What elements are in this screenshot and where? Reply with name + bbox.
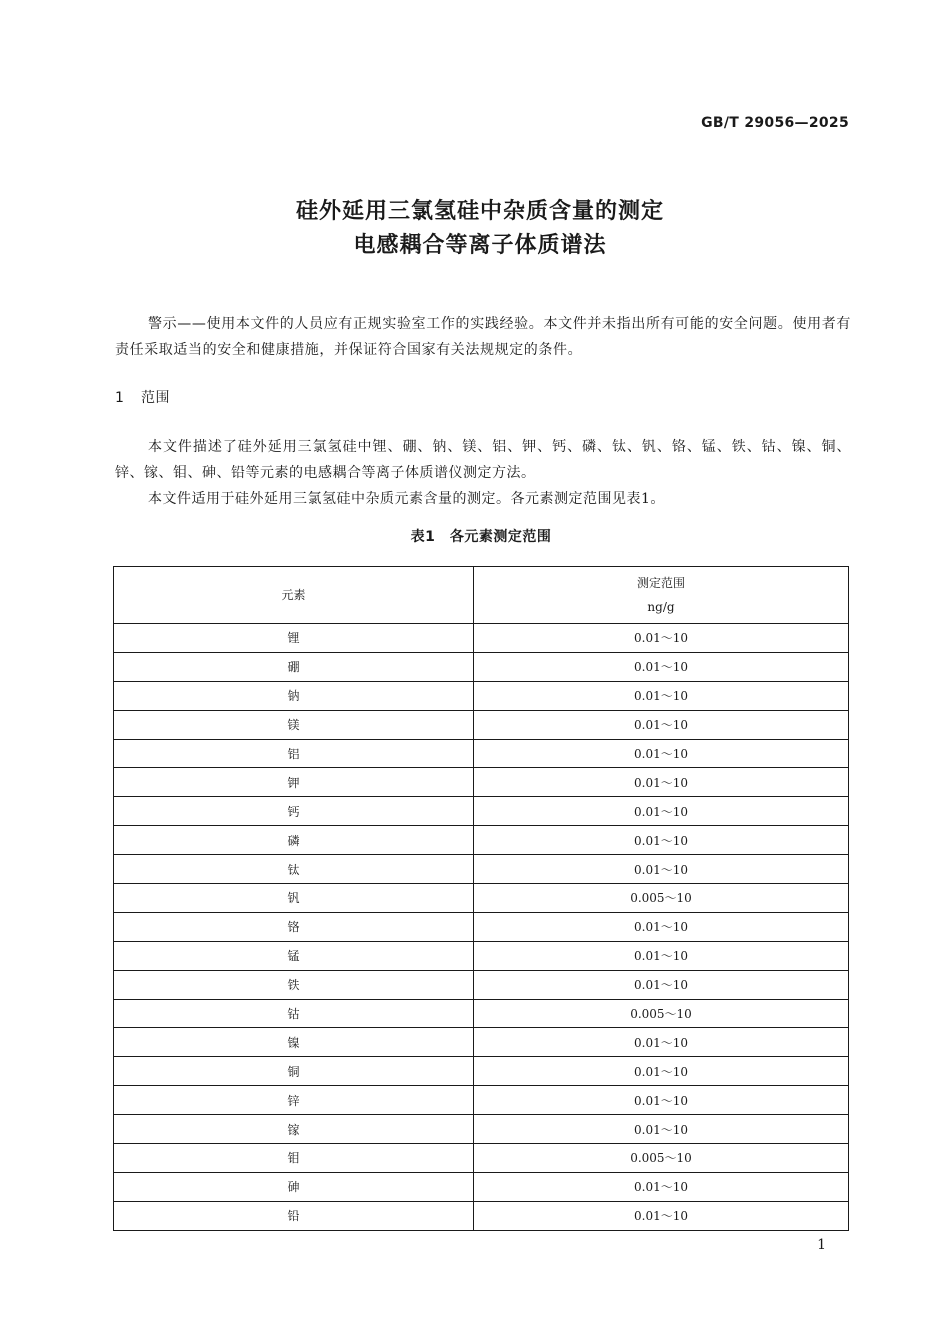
range-cell: 0.01～10 [474, 941, 849, 970]
element-cell: 镓 [114, 1115, 474, 1144]
table-row [114, 1086, 849, 1115]
range-cell: 0.01～10 [474, 1115, 849, 1144]
element-cell: 钾 [114, 768, 474, 797]
title-line-2: 电感耦合等离子体质谱法 [353, 233, 607, 258]
standard-code: GB/T 29056—2025 [701, 115, 849, 131]
table-row [114, 768, 849, 797]
range-cell: 0.01～10 [474, 912, 849, 941]
range-cell: 0.01～10 [474, 1201, 849, 1230]
table-row [114, 624, 849, 653]
table-row [114, 1115, 849, 1144]
element-cell: 铅 [114, 1201, 474, 1230]
range-cell: 0.005～10 [474, 1144, 849, 1173]
element-cell: 锰 [114, 941, 474, 970]
table-caption: 表1 各元素测定范围 [410, 529, 552, 545]
range-cell: 0.01～10 [474, 1028, 849, 1057]
section-number: 1 [115, 390, 125, 406]
scope-paragraph-1: 本文件描述了硅外延用三氯氢硅中锂、硼、钠、镁、铝、钾、钙、磷、钛、钒、铬、锰、铁、钴、镍、铜、锌、镓、钼、砷、铅等元素的电感耦合等离子体质谱仪测定方法。 [115, 439, 851, 481]
range-cell: 0.01～10 [474, 681, 849, 710]
range-cell: 0.01～10 [474, 797, 849, 826]
element-cell: 锌 [114, 1086, 474, 1115]
range-cell: 0.01～10 [474, 855, 849, 884]
scope-paragraph-2: 本文件适用于硅外延用三氯氢硅中杂质元素含量的测定。各元素测定范围见表1。 [148, 491, 665, 507]
element-cell: 铝 [114, 739, 474, 768]
range-cell: 0.01～10 [474, 739, 849, 768]
element-cell: 钴 [114, 999, 474, 1028]
table-row [114, 1201, 849, 1230]
page-number: 1 [817, 1237, 826, 1253]
element-cell: 铜 [114, 1057, 474, 1086]
range-cell: 0.01～10 [474, 1172, 849, 1201]
table-row [114, 999, 849, 1028]
header-range [474, 567, 849, 624]
table-row [114, 855, 849, 884]
table-row [114, 884, 849, 913]
element-cell: 铬 [114, 912, 474, 941]
range-cell: 0.01～10 [474, 768, 849, 797]
table-row [114, 912, 849, 941]
element-cell: 镍 [114, 1028, 474, 1057]
table-row [114, 710, 849, 739]
title-line-1: 硅外延用三氯氢硅中杂质含量的测定 [295, 199, 664, 224]
range-cell: 0.01～10 [474, 1057, 849, 1086]
table-row [114, 681, 849, 710]
table-row [114, 970, 849, 999]
element-cell: 锂 [114, 624, 474, 653]
element-cell: 钛 [114, 855, 474, 884]
document-title [0, 195, 950, 263]
table-row [114, 1172, 849, 1201]
section-title: 范围 [141, 390, 170, 406]
section-heading-scope [115, 387, 170, 407]
range-cell: 0.01～10 [474, 624, 849, 653]
element-cell: 磷 [114, 826, 474, 855]
table-row [114, 652, 849, 681]
element-cell: 硼 [114, 652, 474, 681]
table-row [114, 797, 849, 826]
table-row [114, 1144, 849, 1173]
element-cell: 钒 [114, 884, 474, 913]
range-cell: 0.01～10 [474, 970, 849, 999]
element-cell: 钠 [114, 681, 474, 710]
table-row [114, 1057, 849, 1086]
header-range-unit: ng/g [647, 600, 675, 614]
element-cell: 钙 [114, 797, 474, 826]
range-cell: 0.005～10 [474, 884, 849, 913]
element-cell: 镁 [114, 710, 474, 739]
header-range-label: 测定范围 [636, 576, 685, 590]
range-cell: 0.01～10 [474, 710, 849, 739]
range-cell: 0.01～10 [474, 826, 849, 855]
element-cell: 铁 [114, 970, 474, 999]
element-cell: 砷 [114, 1172, 474, 1201]
range-cell: 0.01～10 [474, 652, 849, 681]
table-header-row [114, 567, 849, 624]
table-row [114, 1028, 849, 1057]
element-range-table [113, 566, 849, 1231]
table-row [114, 826, 849, 855]
range-cell: 0.01～10 [474, 1086, 849, 1115]
header-element: 元素 [114, 567, 474, 624]
table-row [114, 941, 849, 970]
range-cell: 0.005～10 [474, 999, 849, 1028]
warning-paragraph: 警示——使用本文件的人员应有正规实验室工作的实践经验。本文件并未指出所有可能的安全问题。使用者有责任采取适当的安全和健康措施，并保证符合国家有关法规规定的条件。 [115, 316, 851, 358]
table-row [114, 739, 849, 768]
element-cell: 钼 [114, 1144, 474, 1173]
